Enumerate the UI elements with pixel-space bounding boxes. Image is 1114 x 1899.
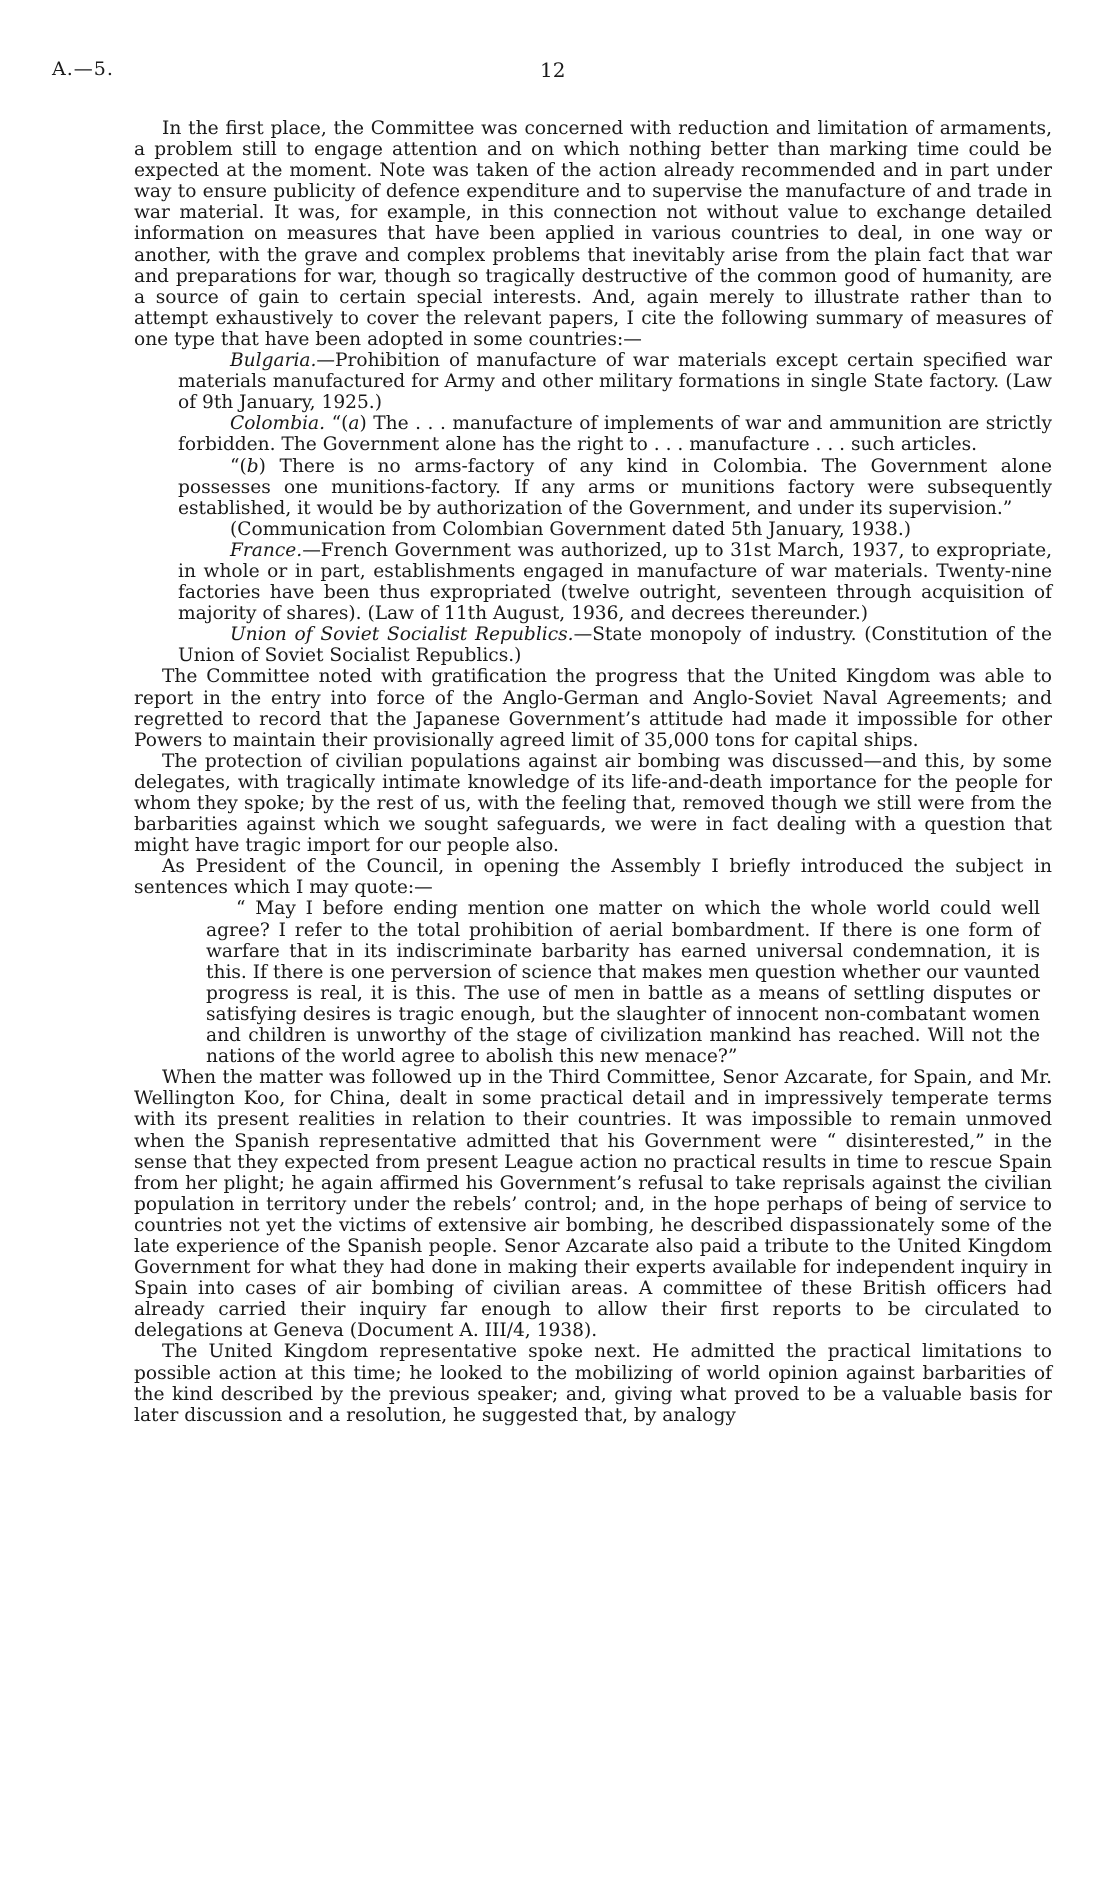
clause-letter: a bbox=[348, 413, 360, 435]
entry-label: Colombia. bbox=[230, 413, 326, 435]
paragraph-third-committee: When the matter was followed up in the Third Committee, Senor Azcarate, for Spain, and Mr. Wellington Koo, for China, dealt in some practical detail and in impressively temperate terms with its present realities in relation to their countries. It was impossible to remain unmoved when the Spanish representative admitted that his Government were “ disinterested,” in the sense that they expected from present League action no practical results in time to rescue Spain from her plight; he again affirmed his Government’s refusal to take reprisals against the civilian population in territory under the rebels’ control; and, in the hope perhaps of being of service to countries not yet the victims of extensive air bombing, he described dispassionately some of the late experience of the Spanish people. Senor Azcarate also paid a tribute to the United Kingdom Government for what they had done in making their experts available for independent inquiry in Spain into cases of air bombing of civilian areas. A committee of these British officers had already carried their inquiry far enough to allow their first reports to be circulated to delegations at Geneva (Document A. III/4, 1938). bbox=[134, 1067, 1052, 1342]
entry-label: Union of Soviet Socialist Republics. bbox=[230, 624, 574, 646]
quote-open: “( bbox=[331, 413, 349, 435]
page-number: 12 bbox=[540, 58, 566, 82]
entry-colombia-source: (Communication from Colombian Government dated 5th January, 1938.) bbox=[230, 518, 912, 540]
block-quote: “ May I before ending mention one matter on which the whole world could well agree? I refer to the total prohibition of aerial bombardment. If there is one form of warfare that in its indiscriminate barbarity has earned universal condemnation, it is this. If there is one perversion of science that makes men question whether our vaunted progress is real, it is this. The use of men in battle as a means of settling disputes or satisfying desires is tragic enough, but the slaughter of innocent non-combatant women and children is unworthy of the stage of civilization mankind has reached. Will not the nations of the world agree to abolish this new menace?” bbox=[206, 898, 1040, 1068]
paragraph-naval-agreements: The Committee noted with gratification the progress that the United Kingdom was able to report in the entry into force of the Anglo-German and Anglo-Soviet Naval Agreements; and regretted to record that the Japanese Government’s attitude had made it impossible for other Powers to maintain their provisionally agreed limit of 35,000 tons for capital ships. bbox=[134, 666, 1052, 751]
document-body bbox=[134, 118, 1052, 1426]
entry-text: —Prohibition of manufacture of war materials except certain specified war materials manufactured for Army and other military formations in single State factory. (Law of 9th January, 1925.) bbox=[178, 350, 1052, 414]
entry-text: —State monopoly of industry. (Constitution of the Union of Soviet Socialist Republics.) bbox=[178, 624, 1052, 667]
paragraph-civilian-protection: The protection of civilian populations against air bombing was discussed—and this, by some delegates, with tragically intimate knowledge of its life-and-death importance for the people for whom they spoke; by the rest of us, with the feeling that, removed though we still were from the barbarities against which we sought safeguards, we were in fact dealing with a question that might have tragic import for our people also. bbox=[134, 750, 1052, 857]
entry-colombia-b bbox=[178, 456, 1052, 519]
entry-label: Bulgaria. bbox=[230, 350, 317, 372]
entry-bulgaria bbox=[178, 350, 1052, 413]
document-code: A.—5. bbox=[52, 58, 114, 80]
paragraph-president-intro: As President of the Council, in opening the Assembly I briefly introduced the subject in sentences which I may quote:— bbox=[134, 856, 1052, 899]
paragraph-uk-representative: The United Kingdom representative spoke next. He admitted the practical limitations to possible action at this time; he looked to the mobilizing of world opinion against barbarities of the kind described by the previous speaker; and, giving what proved to be a valuable basis for later discussion and a resolution, he suggested that, by analogy bbox=[134, 1341, 1052, 1426]
entry-france bbox=[178, 540, 1052, 624]
entry-colombia-a bbox=[178, 413, 1052, 455]
entry-label: France. bbox=[230, 539, 303, 561]
paragraph-armaments: In the first place, the Committee was concerned with reduction and limitation of armaments, a problem still to engage attention and on which nothing better than marking time could be expected at the moment. Note was taken of the action already recommended and in part under way to ensure publicity of defence expenditure and to supervise the manufacture of and trade in war material. It was, for example, in this connection not without value to exchange detailed information on measures that have been applied in various countries to deal, in one way or another, with the grave and complex problems that inevitably arise from the plain fact that war and preparations for war, though so tragically destructive of the common good of humanity, are a source of gain to certain special interests. And, again merely to illustrate rather than to attempt exhaustively to cover the relevant papers, I cite the following summary of measures of one type that have been adopted in some countries:— bbox=[134, 118, 1052, 350]
entry-ussr bbox=[178, 624, 1052, 666]
entry-text: ) The . . . manufacture of implements of war and ammunition are strictly forbidden. The Government alone has the right to . . . manufacture . . . such articles. bbox=[178, 413, 1052, 456]
entry-text: ) There is no arms-factory of any kind in Colombia. The Government alone possesses one munitions-factory. If any arms or munitions factory were subsequently established, it would be by authorization of the Government, and under its supervision.” bbox=[178, 455, 1052, 519]
quote-open: “( bbox=[230, 455, 247, 477]
clause-letter: b bbox=[246, 455, 259, 477]
entry-text: —French Government was authorized, up to 31st March, 1937, to expropriate, in whole or in part, establishments engaged in manufacture of war materials. Twenty-nine factories have been thus expropriated (twelve outright, seventeen through acquisition of majority of shares). (Law of 11th August, 1936, and decrees thereunder.) bbox=[178, 539, 1052, 625]
